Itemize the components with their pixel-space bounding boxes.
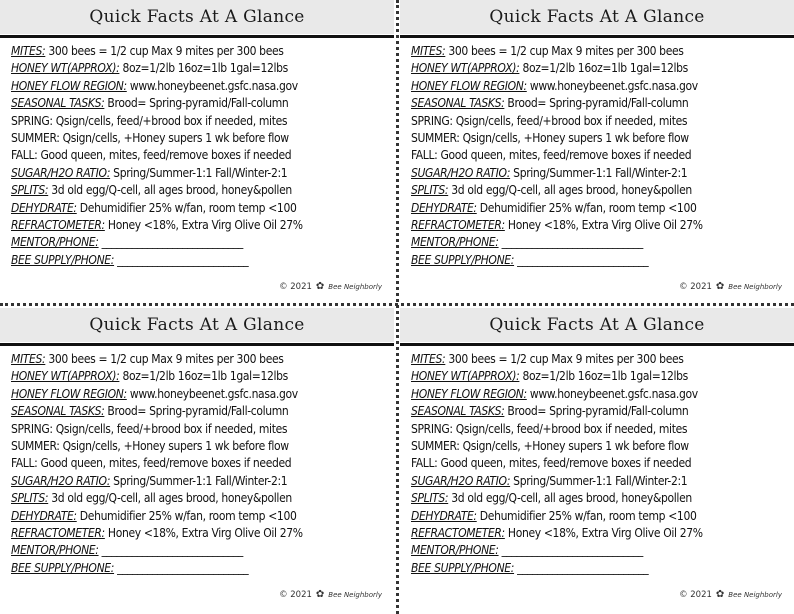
fact-value: Dehumidifier 25% w/fan, room temp <100 [76, 508, 297, 523]
brand-name: Bee Neighborly [728, 590, 782, 599]
fact-label: SPLITS: [411, 183, 449, 198]
fact-line [11, 560, 394, 577]
fact-line [11, 252, 394, 269]
fact-label: DEHYDRATE: [11, 508, 77, 523]
fact-line [411, 421, 794, 438]
fact-value: Spring/Summer-1:1 Fall/Winter-2:1 [510, 473, 688, 488]
card-footer [279, 281, 382, 292]
fact-value: Spring/Summer-1:1 Fall/Winter-2:1 [110, 165, 288, 180]
fact-label: MITES: [11, 352, 46, 366]
fact-value: ____________________________ [498, 543, 643, 558]
fact-label: HONEY FLOW REGION: [411, 386, 527, 401]
copyright-text: © 2021 [679, 589, 712, 600]
card-title: Quick Facts At A Glance [0, 0, 394, 34]
card-title: Quick Facts At A Glance [0, 308, 394, 342]
fact-label: SUGAR/H2O RATIO: [411, 165, 511, 180]
fact-value: 8oz=1/2lb 16oz=1lb 1gal=12lbs [519, 61, 688, 76]
fact-value: Spring/Summer-1:1 Fall/Winter-2:1 [510, 165, 688, 180]
fact-label: SEASONAL TASKS: [411, 96, 505, 111]
fact-label: SUGAR/H2O RATIO: [11, 165, 111, 180]
fact-value: 3d old egg/Q-cell, all ages brood, honey&pollen [48, 491, 292, 506]
fact-value: FALL: Good queen, mites, feed/remove boxes if needed [11, 456, 292, 471]
card-footer [279, 589, 382, 600]
facts-list [400, 38, 794, 269]
fact-line [11, 473, 394, 490]
fact-value: __________________________ [514, 252, 649, 267]
fact-line [11, 130, 394, 147]
fact-value: SUMMER: Qsign/cells, +Honey supers 1 wk before flow [411, 131, 689, 146]
fact-line [411, 508, 794, 525]
fact-value: ____________________________ [498, 235, 643, 250]
fact-line [11, 147, 394, 164]
fact-label: MITES: [11, 44, 46, 58]
brand-name: Bee Neighborly [328, 590, 382, 599]
fact-value: 300 bees = 1/2 cup Max 9 mites per 300 bees [445, 352, 684, 366]
bee-icon: ✿ [715, 589, 725, 600]
copyright-text: © 2021 [679, 281, 712, 292]
fact-value: 3d old egg/Q-cell, all ages brood, honey&pollen [48, 183, 292, 198]
fact-label: DEHYDRATE: [411, 200, 477, 215]
fact-label: SEASONAL TASKS: [411, 404, 505, 419]
fact-line [11, 78, 394, 95]
fact-value: www.honeybeenet.gsfc.nasa.gov [526, 386, 698, 401]
fact-line [411, 182, 794, 199]
fact-value: Brood= Spring-pyramid/Fall-column [104, 96, 289, 111]
fact-line [11, 386, 394, 403]
fact-line [11, 113, 394, 130]
fact-value: Honey <18%, Extra Virg Olive Oil 27% [104, 218, 303, 233]
fact-line [11, 368, 394, 385]
fact-label: SUGAR/H2O RATIO: [411, 473, 511, 488]
fact-label: DEHYDRATE: [11, 200, 77, 215]
fact-line [411, 78, 794, 95]
card-footer [679, 281, 782, 292]
fact-label: SEASONAL TASKS: [11, 404, 105, 419]
fact-value: SUMMER: Qsign/cells, +Honey supers 1 wk before flow [11, 131, 289, 146]
fact-line [11, 182, 394, 199]
fact-value: 3d old egg/Q-cell, all ages brood, honey&pollen [448, 183, 692, 198]
fact-line [11, 165, 394, 182]
fact-line [11, 508, 394, 525]
fact-line [11, 403, 394, 420]
fact-value: 8oz=1/2lb 16oz=1lb 1gal=12lbs [519, 369, 688, 384]
fact-label: DEHYDRATE: [411, 508, 477, 523]
fact-label: REFRACTOMETER: [411, 218, 505, 233]
fact-line [411, 60, 794, 77]
fact-label: HONEY WT(APPROX): [11, 369, 120, 384]
card-title: Quick Facts At A Glance [400, 308, 794, 342]
fact-line [11, 490, 394, 507]
fact-line [11, 234, 394, 251]
facts-list [0, 346, 394, 577]
fact-value: __________________________ [514, 560, 649, 575]
fact-line [411, 386, 794, 403]
fact-line [411, 234, 794, 251]
bee-icon: ✿ [715, 281, 725, 292]
fact-value: Brood= Spring-pyramid/Fall-column [504, 404, 689, 419]
fact-value: 3d old egg/Q-cell, all ages brood, honey&pollen [448, 491, 692, 506]
fact-line [11, 217, 394, 234]
fact-value: 300 bees = 1/2 cup Max 9 mites per 300 bees [45, 352, 284, 366]
fact-line [411, 438, 794, 455]
fact-line [411, 130, 794, 147]
quick-facts-card [0, 308, 394, 612]
fact-value: www.honeybeenet.gsfc.nasa.gov [126, 386, 298, 401]
fact-label: MITES: [411, 44, 446, 58]
fact-label: HONEY FLOW REGION: [11, 78, 127, 93]
fact-line [411, 43, 794, 60]
fact-value: www.honeybeenet.gsfc.nasa.gov [126, 78, 298, 93]
fact-line [11, 421, 394, 438]
fact-value: FALL: Good queen, mites, feed/remove boxes if needed [11, 148, 292, 163]
fact-label: REFRACTOMETER: [411, 526, 505, 541]
fact-value: 8oz=1/2lb 16oz=1lb 1gal=12lbs [119, 369, 288, 384]
fact-line [411, 351, 794, 368]
fact-line [411, 368, 794, 385]
fact-line [11, 351, 394, 368]
fact-value: Brood= Spring-pyramid/Fall-column [104, 404, 289, 419]
facts-list [0, 38, 394, 269]
quick-facts-card [0, 0, 394, 304]
fact-line [411, 490, 794, 507]
fact-line [411, 542, 794, 559]
fact-line [411, 200, 794, 217]
quick-facts-card [400, 0, 794, 304]
fact-label: BEE SUPPLY/PHONE: [11, 560, 115, 575]
fact-label: HONEY WT(APPROX): [11, 61, 120, 76]
fact-line [11, 43, 394, 60]
fact-line [411, 113, 794, 130]
fact-value: __________________________ [114, 560, 249, 575]
fact-label: MENTOR/PHONE: [411, 543, 499, 558]
fact-line [11, 60, 394, 77]
fact-value: ____________________________ [98, 235, 243, 250]
bee-icon: ✿ [315, 589, 325, 600]
quick-facts-card [400, 308, 794, 612]
fact-value: Dehumidifier 25% w/fan, room temp <100 [476, 200, 697, 215]
fact-line [11, 542, 394, 559]
fact-value: Honey <18%, Extra Virg Olive Oil 27% [504, 218, 703, 233]
fact-value: Spring/Summer-1:1 Fall/Winter-2:1 [110, 473, 288, 488]
fact-value: Honey <18%, Extra Virg Olive Oil 27% [504, 526, 703, 541]
fact-label: MENTOR/PHONE: [11, 235, 99, 250]
fact-value: SPRING: Qsign/cells, feed/+brood box if needed, mites [11, 421, 288, 436]
fact-line [411, 455, 794, 472]
fact-value: www.honeybeenet.gsfc.nasa.gov [526, 78, 698, 93]
fact-value: SPRING: Qsign/cells, feed/+brood box if needed, mites [11, 113, 288, 128]
fact-line [411, 95, 794, 112]
fact-value: ____________________________ [98, 543, 243, 558]
fact-label: MENTOR/PHONE: [11, 543, 99, 558]
fact-label: MITES: [411, 352, 446, 366]
fact-label: HONEY WT(APPROX): [411, 61, 520, 76]
copyright-text: © 2021 [279, 589, 312, 600]
fact-value: Honey <18%, Extra Virg Olive Oil 27% [104, 526, 303, 541]
fact-label: REFRACTOMETER: [11, 218, 105, 233]
fact-value: 300 bees = 1/2 cup Max 9 mites per 300 bees [445, 44, 684, 58]
fact-value: SUMMER: Qsign/cells, +Honey supers 1 wk before flow [411, 439, 689, 454]
fact-value: __________________________ [114, 252, 249, 267]
fact-label: HONEY WT(APPROX): [411, 369, 520, 384]
card-footer [679, 589, 782, 600]
fact-value: Brood= Spring-pyramid/Fall-column [504, 96, 689, 111]
fact-value: SPRING: Qsign/cells, feed/+brood box if needed, mites [411, 421, 688, 436]
fact-line [411, 525, 794, 542]
fact-label: BEE SUPPLY/PHONE: [11, 252, 115, 267]
fact-label: SPLITS: [11, 491, 49, 506]
fact-line [11, 200, 394, 217]
fact-line [11, 438, 394, 455]
fact-line [411, 473, 794, 490]
fact-label: HONEY FLOW REGION: [11, 386, 127, 401]
fact-value: 300 bees = 1/2 cup Max 9 mites per 300 bees [45, 44, 284, 58]
fact-label: MENTOR/PHONE: [411, 235, 499, 250]
brand-name: Bee Neighborly [328, 282, 382, 291]
facts-list [400, 346, 794, 577]
fact-label: BEE SUPPLY/PHONE: [411, 252, 515, 267]
fact-value: SPRING: Qsign/cells, feed/+brood box if needed, mites [411, 113, 688, 128]
fact-value: FALL: Good queen, mites, feed/remove boxes if needed [411, 148, 692, 163]
card-title: Quick Facts At A Glance [400, 0, 794, 34]
fact-label: HONEY FLOW REGION: [411, 78, 527, 93]
fact-line [411, 147, 794, 164]
fact-label: SEASONAL TASKS: [11, 96, 105, 111]
fact-value: Dehumidifier 25% w/fan, room temp <100 [76, 200, 297, 215]
fact-value: SUMMER: Qsign/cells, +Honey supers 1 wk before flow [11, 439, 289, 454]
fact-label: SUGAR/H2O RATIO: [11, 473, 111, 488]
fact-line [11, 525, 394, 542]
fact-line [411, 217, 794, 234]
fact-line [11, 455, 394, 472]
fact-line [11, 95, 394, 112]
fact-value: 8oz=1/2lb 16oz=1lb 1gal=12lbs [119, 61, 288, 76]
fact-label: SPLITS: [411, 491, 449, 506]
fact-line [411, 252, 794, 269]
fact-label: SPLITS: [11, 183, 49, 198]
bee-icon: ✿ [315, 281, 325, 292]
fact-line [411, 403, 794, 420]
fact-label: BEE SUPPLY/PHONE: [411, 560, 515, 575]
fact-value: FALL: Good queen, mites, feed/remove boxes if needed [411, 456, 692, 471]
brand-name: Bee Neighborly [728, 282, 782, 291]
fact-line [411, 560, 794, 577]
copyright-text: © 2021 [279, 281, 312, 292]
fact-label: REFRACTOMETER: [11, 526, 105, 541]
fact-line [411, 165, 794, 182]
fact-value: Dehumidifier 25% w/fan, room temp <100 [476, 508, 697, 523]
vertical-cut-line [396, 0, 399, 614]
